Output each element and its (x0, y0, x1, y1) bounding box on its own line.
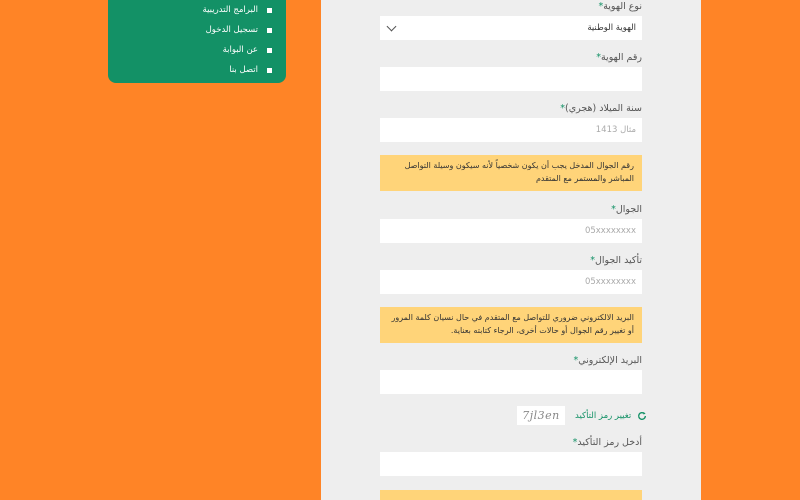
id-number-label: رقم الهوية* (596, 52, 642, 63)
id-type-select[interactable] (380, 16, 642, 40)
id-type-label: نوع الهوية* (598, 1, 642, 12)
id-number-input[interactable] (380, 67, 642, 91)
captcha-row (321, 406, 701, 426)
bottom-notice (380, 490, 642, 500)
id-type-selected-value: الهوية الوطنية (587, 23, 636, 33)
sidebar-item-label: عن البوابة (222, 45, 258, 55)
email-label: البريد الإلكتروني* (573, 355, 642, 366)
sidebar-menu (108, 0, 286, 83)
email-notice: البريد الالكتروني ضروري للتواصل مع المتقدم في حال نسيان كلمة المرور أو تغيير رقم الجوال أو حالات أخرى، الرجاء كتابته بعناية. (380, 307, 642, 343)
mobile-input[interactable] (380, 219, 642, 243)
square-bullet-icon (267, 8, 272, 13)
square-bullet-icon (267, 48, 272, 53)
birth-year-label: سنة الميلاد (هجري)* (560, 103, 642, 114)
sidebar-item-label: البرامج التدريبية (202, 5, 258, 15)
sidebar-item-label: اتصل بنا (229, 65, 258, 75)
registration-form (321, 0, 701, 500)
captcha-refresh-button[interactable] (575, 408, 647, 424)
sidebar-item-training-programs[interactable] (108, 0, 274, 20)
captcha-input[interactable] (380, 452, 642, 476)
square-bullet-icon (267, 68, 272, 73)
chevron-down-icon (387, 22, 397, 32)
sidebar-item-label: تسجيل الدخول (205, 25, 258, 35)
captcha-refresh-label: تغيير رمز التأكيد (575, 411, 632, 421)
sidebar-item-login[interactable] (108, 20, 274, 40)
mobile-confirm-input[interactable] (380, 270, 642, 294)
sidebar-item-contact[interactable] (108, 60, 274, 80)
captcha-input-label: أدخل رمز التأكيد* (572, 437, 642, 448)
mobile-label: الجوال* (611, 204, 642, 215)
email-input[interactable] (380, 370, 642, 394)
mobile-confirm-label: تأكيد الجوال* (590, 255, 642, 266)
refresh-icon (637, 411, 647, 421)
mobile-notice: رقم الجوال المدخل يجب أن يكون شخصياً لأنه سيكون وسيلة التواصل المباشر والمستمر مع المتقدم (380, 155, 642, 191)
sidebar-item-about[interactable] (108, 40, 274, 60)
square-bullet-icon (267, 28, 272, 33)
birth-year-input[interactable] (380, 118, 642, 142)
captcha-image: 7jl3en (517, 406, 565, 425)
